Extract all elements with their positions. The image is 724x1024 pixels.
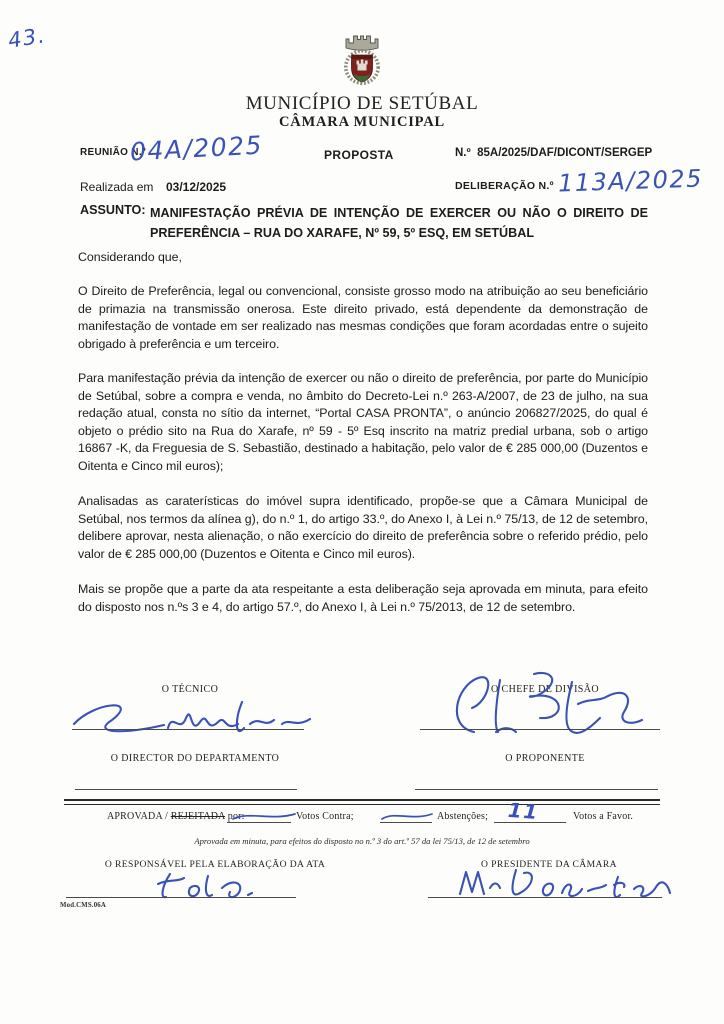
proponente-label: O PROPONENTE	[505, 753, 585, 764]
tecnico-signature	[66, 694, 318, 740]
org-subtitle: CÂMARA MUNICIPAL	[279, 114, 445, 130]
tecnico-label: O TÉCNICO	[161, 684, 219, 695]
minuta-note: Aprovada em minuta, para efeitos do disposto no n.º 3 do art.º 57 da lei 75/13, de 12 de setembro	[194, 836, 530, 846]
subject-label: ASSUNTO:	[80, 203, 146, 217]
deliberacao-label: DELIBERAÇÃO N.º	[455, 180, 554, 192]
proposta-label: PROPOSTA	[324, 148, 394, 162]
presidente-camara-label: O PRESIDENTE DA CÂMARA	[481, 859, 617, 870]
municipal-crest-icon	[330, 29, 394, 92]
votos-contra-label: Votos Contra;	[296, 811, 354, 822]
reuniao-value-handwritten: 04A/2025	[129, 130, 264, 167]
form-code: Mod.CMS.06A	[60, 902, 107, 909]
aprovada-text: APROVADA /	[107, 811, 168, 822]
proposta-numero	[455, 147, 652, 159]
votos-favor-label: Votos a Favor.	[573, 811, 634, 822]
body-paragraph-1: O Direito de Preferência, legal ou convencional, consiste grosso modo na atribuição ao seu beneficiário de primazia na transmissão onerosa. Este direito privado, está dependente da demonstração de manifestação de vontade em ser realizado nas mesmas condições que foram acordadas entre o sujeito obrigado à preferência e um terceiro.	[78, 284, 648, 351]
tecnico-signature-line	[72, 729, 304, 730]
section-divider	[64, 799, 660, 805]
body-paragraph-3: Analisadas as caraterísticas do imóvel supra identificado, propõe-se que a Câmara Municipal de Setúbal, nos termos da alínea g), do n.º 1, do artigo 33.º, do Anexo I, à Lei n.º 75/13, de 12 de setembro, delibere aprovar, nesta alienação, o não exercício do direito de preferência sobre o referido prédio, pelo valor de € 285 000,00 (Duzentos e Oitenta e Cinco mil euros).	[78, 494, 648, 561]
responsavel-ata-label: O RESPONSÁVEL PELA ELABORAÇÃO DA ATA	[104, 859, 326, 870]
realizada-label: Realizada em	[80, 180, 154, 194]
proponente-signature-line	[415, 789, 658, 790]
aprovada-rejeitada-label	[107, 811, 245, 822]
body-intro: Considerando que,	[78, 250, 182, 264]
votos-contra-handwritten-dash	[229, 808, 299, 824]
reuniao-label: REUNIÃO N.º	[80, 147, 146, 158]
realizada-value: 03/12/2025	[166, 180, 227, 194]
corner-page-number: 43.	[6, 23, 48, 53]
responsavel-ata-signature-line	[66, 897, 296, 898]
chefe-divisao-signature	[438, 666, 650, 744]
director-label: O DIRECTOR DO DEPARTAMENTO	[110, 753, 280, 764]
deliberacao-value-handwritten: 113A/2025	[557, 164, 704, 198]
org-title: MUNICÍPIO DE SETÚBAL	[245, 93, 479, 114]
abstencoes-label: Abstenções;	[437, 811, 489, 822]
chefe-divisao-label: O CHEFE DE DIVISÃO	[490, 684, 600, 695]
director-signature-line	[75, 789, 297, 790]
chefe-divisao-signature-line	[420, 729, 660, 730]
body-paragraph-4: Mais se propõe que a parte da ata respeitante a esta deliberação seja aprovada em minuta, para efeito do disposto nos n.ºs 3 e 4, do artigo 57.º, do Anexo I, à Lei n.º 75/2013, de 12 de setembro.	[78, 582, 648, 614]
presidente-camara-signature-line	[428, 897, 662, 898]
por-text: por:	[227, 811, 245, 822]
body-paragraph-2: Para manifestação prévia da intenção de exercer ou não o direito de preferência, por parte do Município de Setúbal, sobre a compra e venda, no âmbito do Decreto-Lei n.º 263-A/2007, de 23 de julho, na sua redação atual, consta no sítio da internet, “Portal CASA PRONTA”, o anúncio 206827/2025, do qual é objeto o prédio sito na Rua do Xarafe, nº 59 - 5º Esq inscrito na matriz predial urbana, sob o artigo 16867 -K, da Freguesia de S. Sebastião, destinado a habitação, pelo valor de € 285 000,00 (Duzentos e Oitenta e Cinco mil euros);	[78, 371, 648, 473]
numero-label: N.º	[455, 147, 471, 159]
votos-favor-handwritten-value: 11	[507, 797, 540, 825]
rejeitada-text-struck: REJEITADA	[170, 811, 226, 822]
abstencoes-handwritten-dash	[378, 808, 436, 824]
numero-value: 85A/2025/DAF/DICONT/SERGEP	[477, 147, 653, 159]
subject-text: MANIFESTAÇÃO PRÉVIA DE INTENÇÃO DE EXERCER OU NÃO O DIREITO DE PREFERÊNCIA – RUA DO XARAFE, Nº 59, 5º ESQ, EM SETÚBAL	[150, 206, 648, 240]
